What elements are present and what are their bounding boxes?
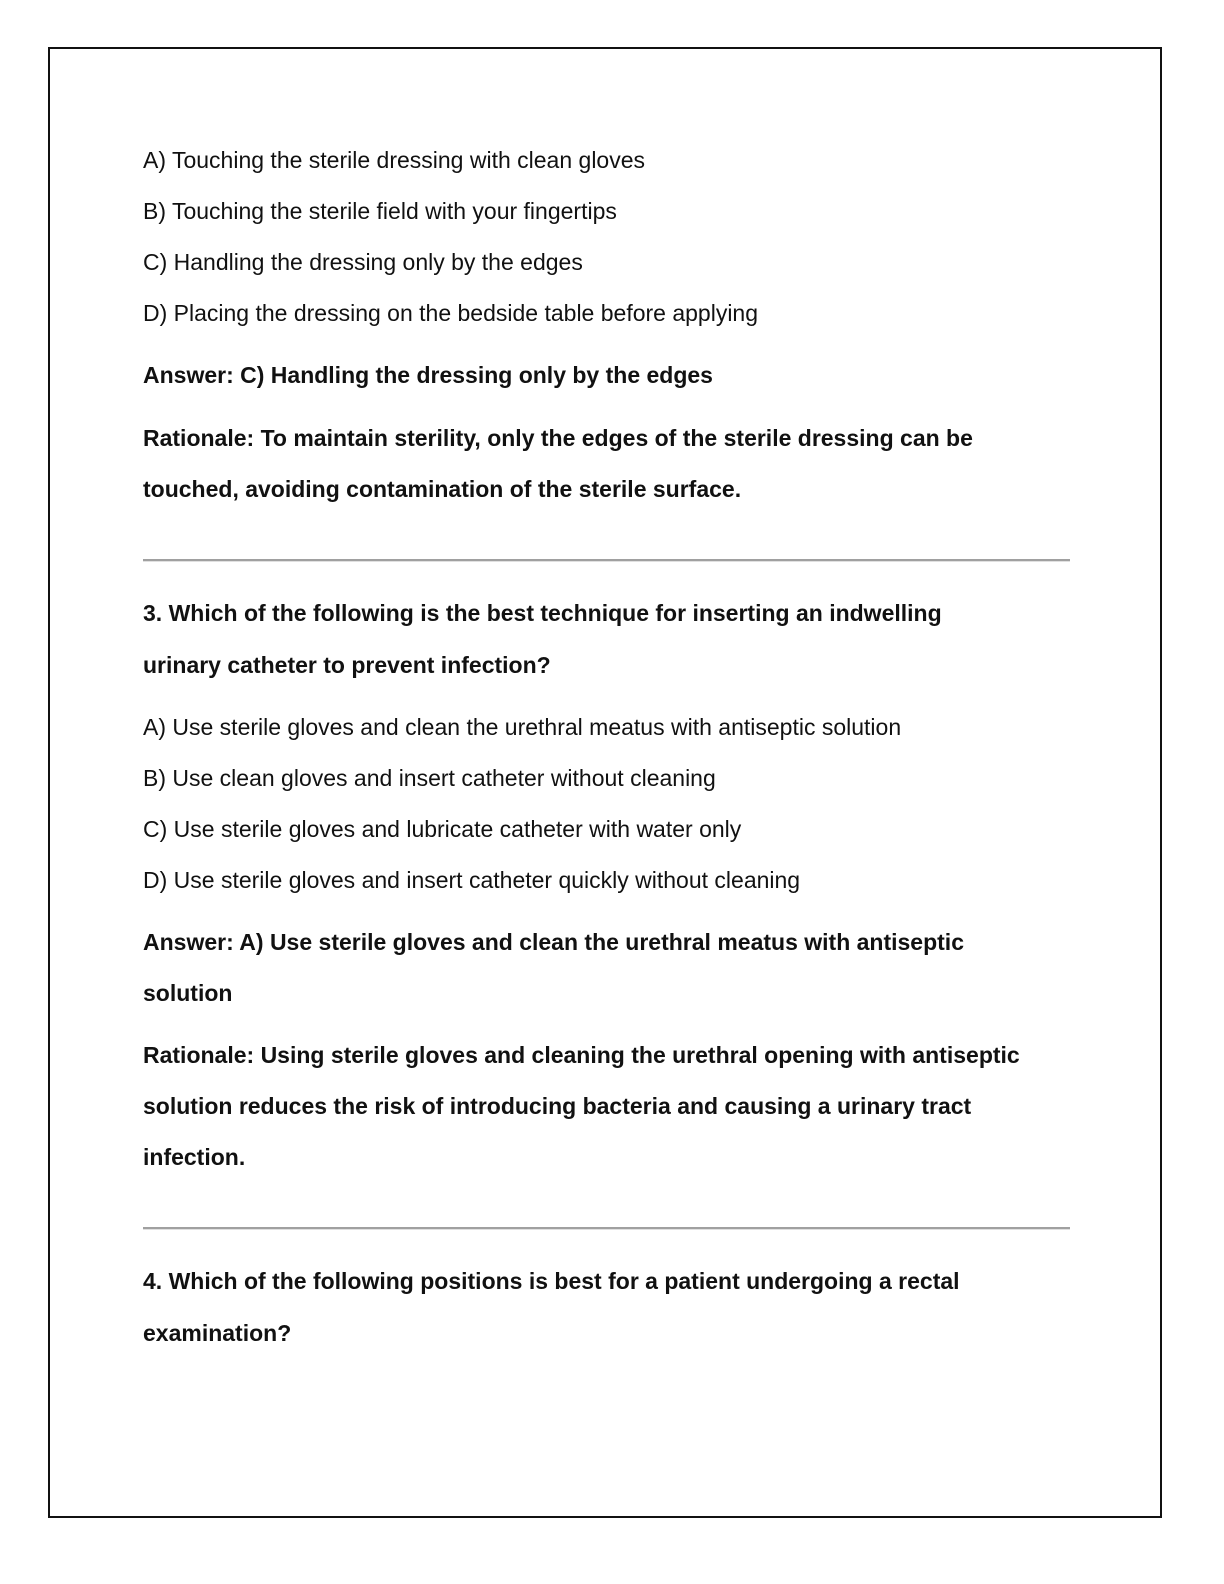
q2-rationale-line-1: Rationale: To maintain sterility, only the edges of the sterile dressing can be	[143, 425, 973, 451]
q2-option-a: A) Touching the sterile dressing with clean gloves	[143, 147, 646, 173]
q4-question-line-2: examination?	[143, 1320, 292, 1346]
q3-option-d: D) Use sterile gloves and insert catheter quickly without cleaning	[143, 867, 801, 893]
q3-answer-line-2: solution	[143, 980, 233, 1006]
q3-rationale-line-1: Rationale: Using sterile gloves and cleaning the urethral opening with antiseptic	[143, 1042, 1020, 1068]
q3-rationale-line-3: infection.	[143, 1144, 246, 1170]
q3-option-b: B) Use clean gloves and insert catheter without cleaning	[143, 765, 716, 791]
q3-option-c: C) Use sterile gloves and lubricate catheter with water only	[143, 816, 742, 842]
q2-answer: Answer: C) Handling the dressing only by the edges	[143, 362, 713, 388]
section-divider-2	[143, 1227, 1070, 1229]
q4-question-line-1: 4. Which of the following positions is best for a patient undergoing a rectal	[143, 1268, 960, 1294]
q3-option-a: A) Use sterile gloves and clean the urethral meatus with antiseptic solution	[143, 714, 902, 740]
q2-rationale-line-2: touched, avoiding contamination of the sterile surface.	[143, 476, 742, 502]
q3-rationale-line-2: solution reduces the risk of introducing bacteria and causing a urinary tract	[143, 1093, 972, 1119]
q3-answer-line-1: Answer: A) Use sterile gloves and clean the urethral meatus with antiseptic	[143, 929, 964, 955]
q2-option-b: B) Touching the sterile field with your fingertips	[143, 198, 617, 224]
q3-question-line-1: 3. Which of the following is the best technique for inserting an indwelling	[143, 600, 942, 626]
q3-question-line-2: urinary catheter to prevent infection?	[143, 652, 551, 678]
q2-option-d: D) Placing the dressing on the bedside table before applying	[143, 300, 759, 326]
section-divider-1	[143, 559, 1070, 561]
q2-option-c: C) Handling the dressing only by the edges	[143, 249, 583, 275]
